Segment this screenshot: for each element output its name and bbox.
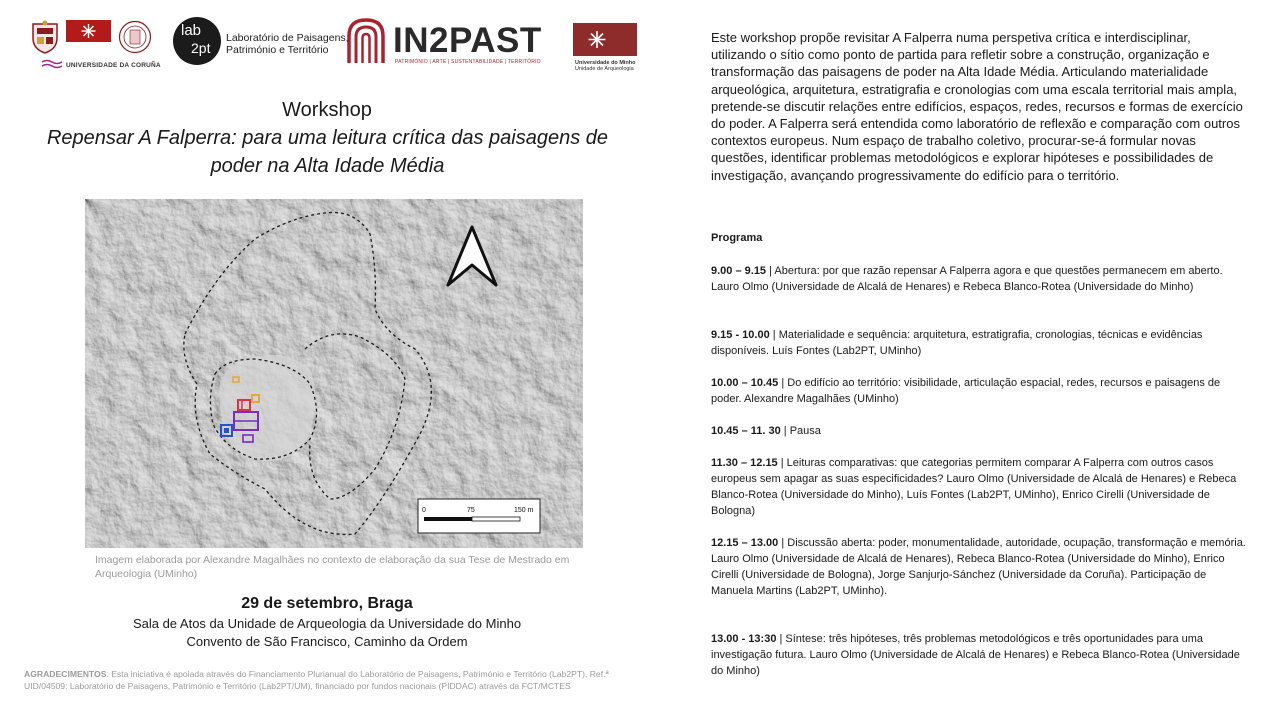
programme-heading: Programa <box>711 232 763 244</box>
hillshade-map-image <box>85 199 583 548</box>
uc-wave-icon <box>41 59 63 69</box>
lab2pt-mark-top: lab <box>181 22 202 39</box>
lab2pt-mark-bottom: 2pt <box>191 40 211 56</box>
programme-item <box>711 631 1246 679</box>
programme-time: 12.15 – 13.00 <box>711 537 779 549</box>
map-caption: Imagem elaborada por Alexandre Magalhães no contexto de elaboração da sua Tese de Mestrado em Arqueologia (UMinho) <box>95 554 570 580</box>
scale-label-150: 150 m <box>514 507 534 514</box>
programme-item <box>711 423 1246 439</box>
lab2pt-name-line2: Património e Território <box>226 44 329 56</box>
in2past-tagline: PATRIMÓNIO | ARTE | SUSTENTABILIDADE | TERRITÓRIO <box>395 59 541 65</box>
programme-item <box>711 455 1246 519</box>
university-crest-icon <box>30 20 60 54</box>
summit-plateau <box>219 355 315 461</box>
scale-bar <box>418 499 540 533</box>
cross-star-icon <box>66 20 111 42</box>
intro-paragraph: Este workshop propõe revisitar A Falperra numa perspetiva crítica e interdisciplinar, utilizando o sítio como ponto de partida para refletir sobre a construção, organização e transformação das paisagens de poder na Alta Idade Média. Articulando materialidade arqueológica, arquitetura, estratigrafia e cronologias com uma escala territorial mais ampla, pretende-se discutir relações entre edifícios, espaços, redes, recursos e formas de exercício do poder. A Falperra será entendida como laboratório de reflexão e comparação com outros contextos europeus. Num espaço de trabalho coletivo, procurar-se-á formular novas questões, identificar problemas metodológicos e explorar hipóteses e possibilidades de investigação, avançando progressivamente do edifício para o território. <box>711 30 1243 183</box>
programme-time: 10.45 – 11. 30 <box>711 425 781 437</box>
uminho-name-line1: Universidade do Minho <box>575 60 636 66</box>
programme-text: | Discussão aberta: poder, monumentalidade, autoridade, ocupação, transformação e memória. Lauro Olmo (Universidade de Alcalá de Henares), Rebeca Blanco-Rotea (Universidade do Minho), Enrico Cirelli (Universidade de Bologna), Jorge Sanjurjo-Sánchez (Universidade da Coruña). Participação de Manuela Martins (Lab2PT, UMinho). <box>711 537 1246 597</box>
cross-star-icon <box>573 23 637 56</box>
event-venue: Sala de Atos da Unidade de Arqueologia da Universidade do Minho <box>132 616 522 631</box>
workshop-label: Workshop <box>282 99 372 121</box>
ack-text: : Esta iniciativa é apoiada através do Financiamento Plurianual do Laboratório de Paisagens, Património e Território (Lab2PT), Ref.ª UID/04509: Laboratório de Paisagens, Património e Território (Lab2PT/UM), financiado por fundos nacionais (PIDDAC) através da FCT/MCTES <box>24 669 609 691</box>
programme-text: | Pausa <box>780 425 821 437</box>
terrain-map <box>85 199 583 548</box>
uc-flag-logo <box>66 20 111 42</box>
uminho-flag-logo <box>573 23 637 56</box>
programme-text: | Do edifício ao território: visibilidade, articulação espacial, redes, recursos e paisagens de poder. Alexandre Magalhães (UMinho) <box>711 377 1221 405</box>
ack-label: AGRADECIMENTOS <box>24 669 107 679</box>
uc-name: UNIVERSIDADE DA CORUÑA <box>66 62 161 69</box>
programme-text: | Síntese: três hipóteses, três problemas metodológicos e três oportunidades para uma investigação futura. Lauro Olmo (Universidade de Alcalá de Henares) e Rebeca Blanco-Rotea (Universidade do Minho) <box>711 633 1240 677</box>
programme-time: 13.00 - 13:30 <box>711 633 777 645</box>
event-date: 29 de setembro, Braga <box>241 595 413 612</box>
event-address: Convento de São Francisco, Caminho da Ordem <box>186 634 468 649</box>
uminho-name-line2: Unidade de Arqueologia <box>575 66 634 72</box>
lab2pt-logo <box>173 17 221 65</box>
programme-text: | Materialidade e sequência: arquitetura, estratigrafia, cronologias, técnicas e evidências disponíveis. Luís Fontes (Lab2PT, UMinho) <box>711 329 1203 357</box>
lab2pt-name <box>226 32 349 56</box>
uminho-name <box>575 60 636 72</box>
in2past-wordmark: IN2PAST <box>393 21 542 60</box>
scale-label-75: 75 <box>467 507 475 514</box>
programme-text: | Leituras comparativas: que categorias permitem comparar A Falperra com outros casos europeus sem apagar as suas especificidades? Lauro Olmo (Universidade de Alcalá de Henares) e Rebeca Blanco-Rotea (Universidade do Minho), Luís Fontes (Lab2PT, UMinho), Enrico Cirelli (Universidade de Bologna) <box>711 457 1237 517</box>
arch-icon <box>347 18 385 64</box>
workshop-title: Repensar A Falperra: para uma leitura crítica das paisagens de poder na Alta Idade Média <box>46 127 609 177</box>
lab2pt-name-line1: Laboratório de Paisagens, <box>226 32 349 44</box>
programme-time: 11.30 – 12.15 <box>711 457 778 469</box>
programme-time: 9.00 – 9.15 <box>711 265 767 277</box>
acknowledgements <box>24 669 636 692</box>
programme-text: | Abertura: por que razão repensar A Falperra agora e que questões permanecem em aberto. Lauro Olmo (Universidade de Alcalá de Henares) e Rebeca Blanco-Rotea (Universidade do Minho) <box>711 265 1223 293</box>
programme-time: 10.00 – 10.45 <box>711 377 779 389</box>
programme-item <box>711 327 1246 359</box>
programme-item <box>711 535 1246 599</box>
programme-item <box>711 263 1246 295</box>
scale-label-0: 0 <box>422 507 426 514</box>
programme-item <box>711 375 1246 407</box>
university-seal-icon <box>118 20 152 54</box>
programme-time: 9.15 - 10.00 <box>711 329 770 341</box>
